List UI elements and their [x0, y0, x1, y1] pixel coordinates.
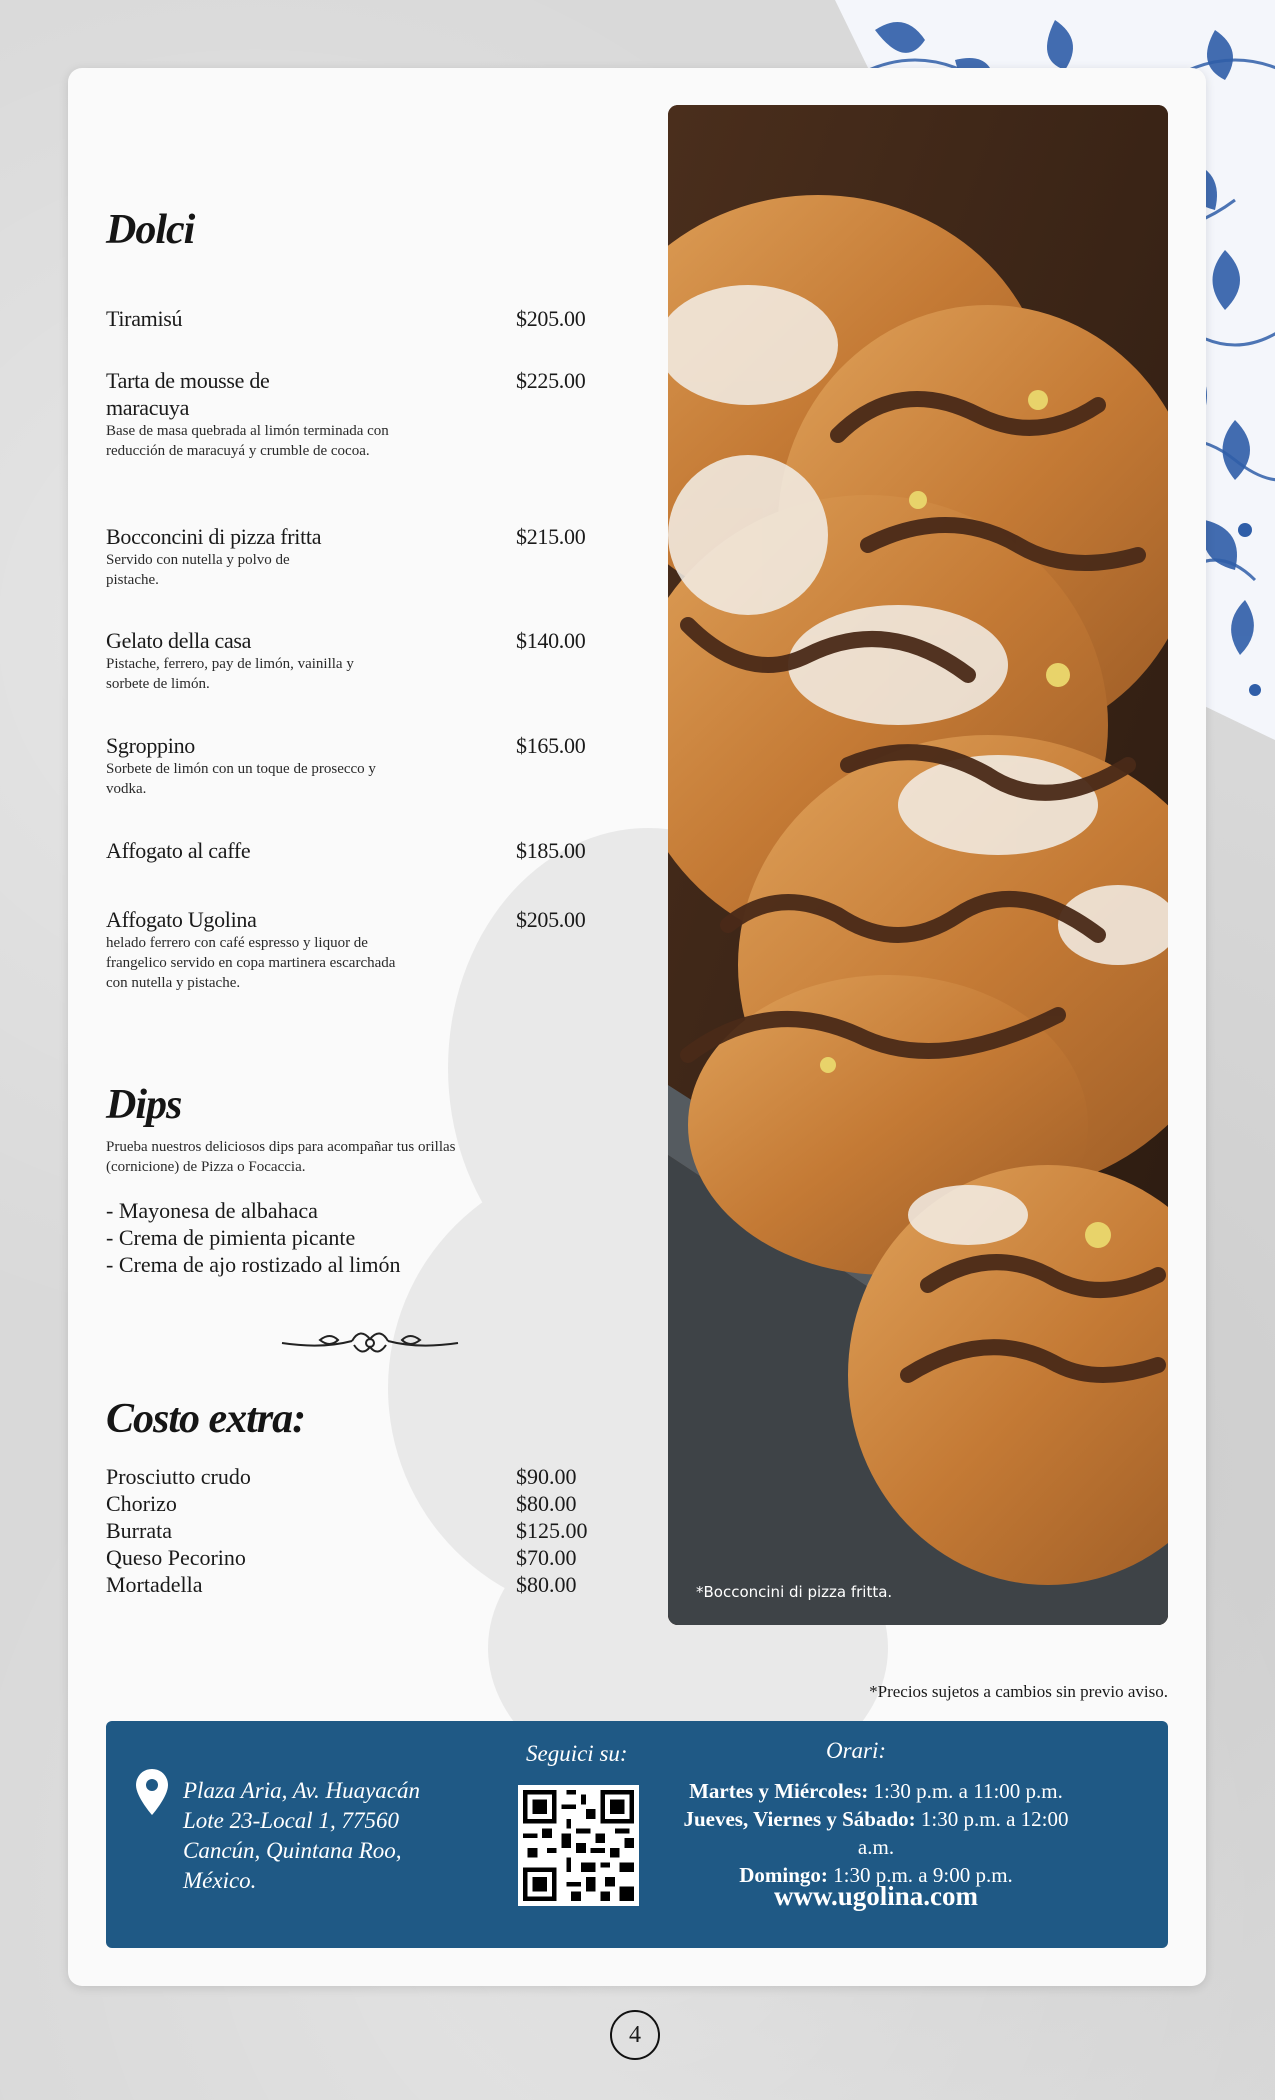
section-title-costo-extra: Costo extra: [106, 1396, 306, 1442]
extra-price: $80.00 [516, 1491, 577, 1516]
section-title-dolci: Dolci [106, 207, 195, 253]
hours-days: Domingo: [739, 1863, 828, 1887]
extra-price: $90.00 [516, 1464, 577, 1489]
address-line: Lote 23-Local 1, 77560 [183, 1808, 399, 1833]
item-description: Sorbete de limón con un toque de prosecco y vodka. [106, 761, 376, 797]
item-description: Servido con nutella y polvo de pistache. [106, 552, 290, 588]
item-description: Pistache, ferrero, pay de limón, vainilla y sorbete de limón. [106, 656, 354, 692]
item-price: $165.00 [516, 733, 586, 758]
hours-time: 1:30 p.m. a 12:00 a.m. [857, 1807, 1069, 1859]
hours-row [666, 1777, 1086, 1805]
address-line: México. [183, 1868, 257, 1893]
hours-days: Jueves, Viernes y Sábado: [683, 1807, 916, 1831]
extra-row [106, 1517, 586, 1544]
item-name: Gelato della casa [106, 628, 252, 653]
extra-name: Burrata [106, 1518, 172, 1543]
menu-item [106, 837, 616, 864]
opening-hours [666, 1777, 1086, 1889]
menu-card [68, 68, 1206, 1986]
item-name: Bocconcini di pizza fritta [106, 524, 322, 549]
menu-item [106, 305, 616, 332]
hours-row [666, 1805, 1086, 1861]
address-line: Cancún, Quintana Roo, [183, 1838, 402, 1863]
extra-name: Queso Pecorino [106, 1545, 246, 1570]
menu-item [106, 367, 616, 461]
address [183, 1776, 463, 1896]
item-price: $215.00 [516, 524, 586, 549]
menu-item [106, 906, 616, 993]
hours-time: 1:30 p.m. a 11:00 p.m. [868, 1779, 1063, 1803]
extra-row [106, 1544, 586, 1571]
list-item: - Crema de pimienta picante [106, 1225, 356, 1250]
item-price: $205.00 [516, 907, 586, 932]
extra-row [106, 1490, 586, 1517]
qr-code-icon[interactable] [518, 1785, 639, 1906]
item-name: Tarta de mousse de maracuya [106, 368, 270, 420]
dips-intro: Prueba nuestros deliciosos dips para acompañar tus orillas (cornicione) de Pizza o Focaccia. [106, 1139, 456, 1175]
price-note: *Precios sujetos a cambios sin previo aviso. [869, 1682, 1168, 1701]
item-price: $140.00 [516, 628, 586, 653]
item-description: Base de masa quebrada al limón terminada con reducción de maracuyá y crumble de cocoa. [106, 423, 389, 459]
photo-caption: *Bocconcini di pizza fritta. [696, 1583, 893, 1601]
extra-price: $70.00 [516, 1545, 577, 1570]
list-item: - Crema de ajo rostizado al limón [106, 1252, 401, 1277]
extra-name: Prosciutto crudo [106, 1464, 251, 1489]
menu-item [106, 523, 616, 590]
follow-label: Seguici su: [526, 1741, 628, 1766]
hours-days: Martes y Miércoles: [689, 1779, 869, 1803]
list-item: - Mayonesa de albahaca [106, 1198, 318, 1223]
extra-name: Mortadella [106, 1572, 203, 1597]
ornament-divider [280, 1326, 460, 1360]
item-name: Sgroppino [106, 733, 195, 758]
footer-info-bar [106, 1721, 1168, 1948]
extra-price: $80.00 [516, 1572, 577, 1597]
item-description: helado ferrero con café espresso y liquor de frangelico servido en copa martinera escarchada con nutella y pistache. [106, 935, 396, 991]
item-price: $205.00 [516, 306, 586, 331]
menu-item [106, 732, 616, 799]
menu-item [106, 627, 616, 694]
website-link[interactable]: www.ugolina.com [773, 1881, 979, 1911]
dessert-photo [668, 105, 1168, 1625]
item-price: $185.00 [516, 838, 586, 863]
page-number: 4 [610, 2010, 660, 2060]
extra-row [106, 1571, 586, 1598]
extra-price: $125.00 [516, 1518, 588, 1543]
hours-time: 1:30 p.m. a 9:00 p.m. [827, 1863, 1013, 1887]
item-name: Affogato al caffe [106, 838, 251, 863]
item-name: Tiramisú [106, 306, 183, 331]
extra-row [106, 1463, 586, 1490]
address-line: Plaza Aria, Av. Huayacán [183, 1778, 421, 1803]
map-pin-icon [134, 1767, 170, 1817]
hours-title: Orari: [826, 1738, 887, 1763]
item-name: Affogato Ugolina [106, 907, 257, 932]
section-title-dips: Dips [106, 1082, 182, 1128]
dips-list [106, 1197, 400, 1278]
extra-name: Chorizo [106, 1491, 177, 1516]
item-price: $225.00 [516, 368, 586, 393]
